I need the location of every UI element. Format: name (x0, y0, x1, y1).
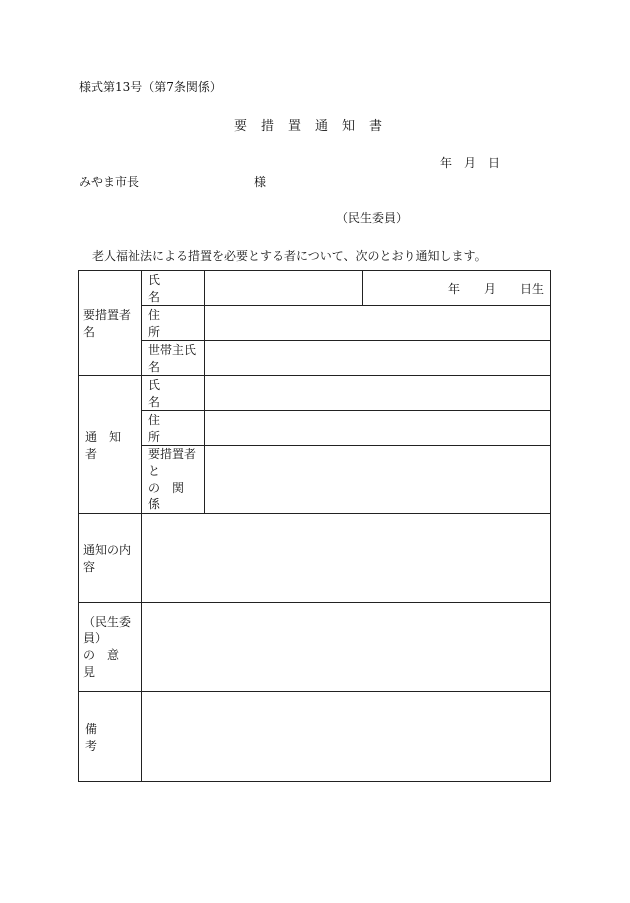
table-row (79, 603, 551, 692)
date-line: 年 月 日 (440, 156, 501, 170)
subject-address-field[interactable] (205, 306, 551, 341)
notifier-address-field[interactable] (205, 411, 551, 446)
table-row (79, 376, 551, 411)
notifier-name-field[interactable] (205, 376, 551, 411)
relation-label-line-2: の 関 係 (148, 480, 197, 512)
notification-form-table (78, 270, 551, 782)
honorific: 様 (254, 175, 267, 189)
householder-field[interactable] (205, 341, 551, 376)
notifier-group-label: 通 知 者 (79, 376, 142, 514)
opinion-label-line-1: （民生委員） (83, 614, 132, 646)
notifier-name-label: 氏 名 (142, 376, 205, 411)
form-number: 様式第13号（第7条関係） (79, 80, 222, 94)
title-text: 要措置通知書 (233, 119, 396, 134)
subject-group-label: 要措置者名 (79, 271, 142, 376)
table-row (79, 692, 551, 782)
table-row (79, 446, 551, 514)
table-row (79, 306, 551, 341)
subject-birthdate-field[interactable] (363, 271, 551, 306)
opinion-label (79, 603, 142, 692)
birthdate-label: 年 月 日生 (447, 281, 544, 296)
relation-label (142, 446, 205, 514)
relation-field[interactable] (205, 446, 551, 514)
remarks-field[interactable] (142, 692, 551, 782)
content-field[interactable] (142, 514, 551, 603)
subject-name-field[interactable] (205, 271, 363, 306)
addressee: みやま市長 (79, 175, 140, 189)
opinion-label-line-2: の 意 見 (83, 648, 132, 679)
lead-text: 老人福祉法による措置を必要とする者について、次のとおり通知します。 (92, 249, 487, 263)
notifier-address-label: 住 所 (142, 411, 205, 446)
householder-label: 世帯主氏名 (142, 341, 205, 376)
subject-address-label: 住 所 (142, 306, 205, 341)
sender-role: （民生委員） (336, 211, 409, 225)
table-row (79, 271, 551, 306)
table-row (79, 514, 551, 603)
table-row (79, 411, 551, 446)
remarks-label: 備 考 (79, 692, 142, 782)
document-title (0, 120, 630, 133)
subject-name-label: 氏 名 (142, 271, 205, 306)
opinion-field[interactable] (142, 603, 551, 692)
content-label: 通知の内容 (79, 514, 142, 603)
relation-label-line-1: 要措置者と (148, 447, 197, 478)
table-row (79, 341, 551, 376)
